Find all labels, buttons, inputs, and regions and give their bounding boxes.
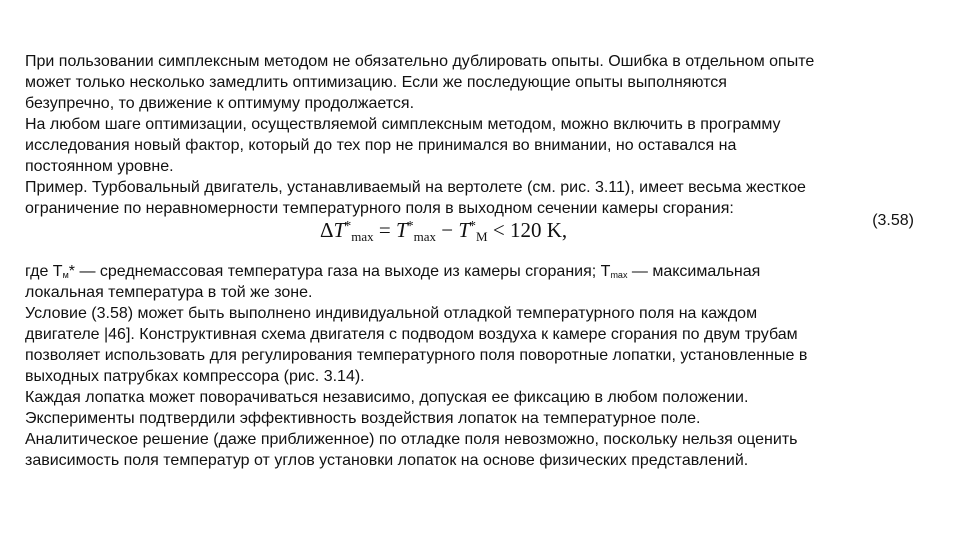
formula-star: * [344, 219, 352, 234]
text-line: зависимость поля температур от углов установки лопаток на основе физических представлений. [25, 452, 749, 469]
text-line: локальная температура в той же зоне. [25, 284, 313, 301]
formula-m-sub: M [476, 229, 488, 244]
text-line: Каждая лопатка может поворачиваться независимо, допуская ее фиксацию в любом положении. [25, 389, 749, 406]
formula-limit: < 120 K, [487, 218, 568, 242]
text-line: Эксперименты подтвердили эффективность воздействия лопаток на температурное поле. [25, 410, 701, 427]
formula-t: T [458, 218, 471, 242]
text-line: исследования новый фактор, который до тех пор не принимался во внимании, но оставался на [25, 137, 737, 154]
text-line: При пользовании симплексным методом не обязательно дублировать опыты. Ошибка в отдельном опыте [25, 53, 815, 70]
formula-delta: Δ [320, 218, 334, 242]
where-max-sub: max [610, 270, 628, 280]
where-prefix: где T [25, 263, 63, 280]
text-line: безупречно, то движение к оптимуму продолжается. [25, 95, 415, 112]
formula-t: T [333, 218, 346, 242]
text-line: ограничение по неравномерности температурного поля в выходном сечении камеры сгорания: [25, 200, 734, 217]
formula-row [25, 212, 930, 261]
text-line: Аналитическое решение (даже приближенное) по отладке поля невозможно, поскольку нельзя оценить [25, 431, 798, 448]
formula-minus: − [436, 218, 459, 242]
text-line: может только несколько замедлить оптимизацию. Если же последующие опыты выполняются [25, 74, 727, 91]
equation-number: (3.58) [872, 212, 914, 229]
text-line: постоянном уровне. [25, 158, 174, 175]
formula-max-sub: max [351, 229, 374, 244]
text-line: Пример. Турбовальный двигатель, устанавливаемый на вертолете (см. рис. 3.11), имеет весьма жесткое [25, 179, 806, 196]
formula-star: * [469, 219, 477, 234]
formula-equals: = [373, 218, 396, 242]
text-body [25, 51, 930, 471]
where-m-sub: м [62, 270, 69, 280]
text-line: На любом шаге оптимизации, осуществляемой симплексным методом, можно включить в программу [25, 116, 781, 133]
text-line: выходных патрубках компрессора (рис. 3.14). [25, 368, 365, 385]
text-line-where [25, 261, 930, 282]
formula-max-sub: max [413, 229, 437, 244]
text-line: позволяет использовать для регулирования температурного поля поворотные лопатки, установленные в [25, 347, 808, 364]
formula-star: * [406, 219, 414, 234]
formula-t: T [395, 218, 408, 242]
where-suffix: — максимальная [627, 263, 761, 280]
formula-3-58 [320, 212, 567, 252]
where-mid: * — среднемассовая температура газа на выходе из камеры сгорания; T [68, 263, 611, 280]
text-line: Условие (3.58) может быть выполнено индивидуальной отладкой температурного поля на каждом [25, 305, 758, 322]
text-line: двигателе |46]. Конструктивная схема двигателя с подводом воздуха к камере сгорания по двум трубам [25, 326, 798, 343]
